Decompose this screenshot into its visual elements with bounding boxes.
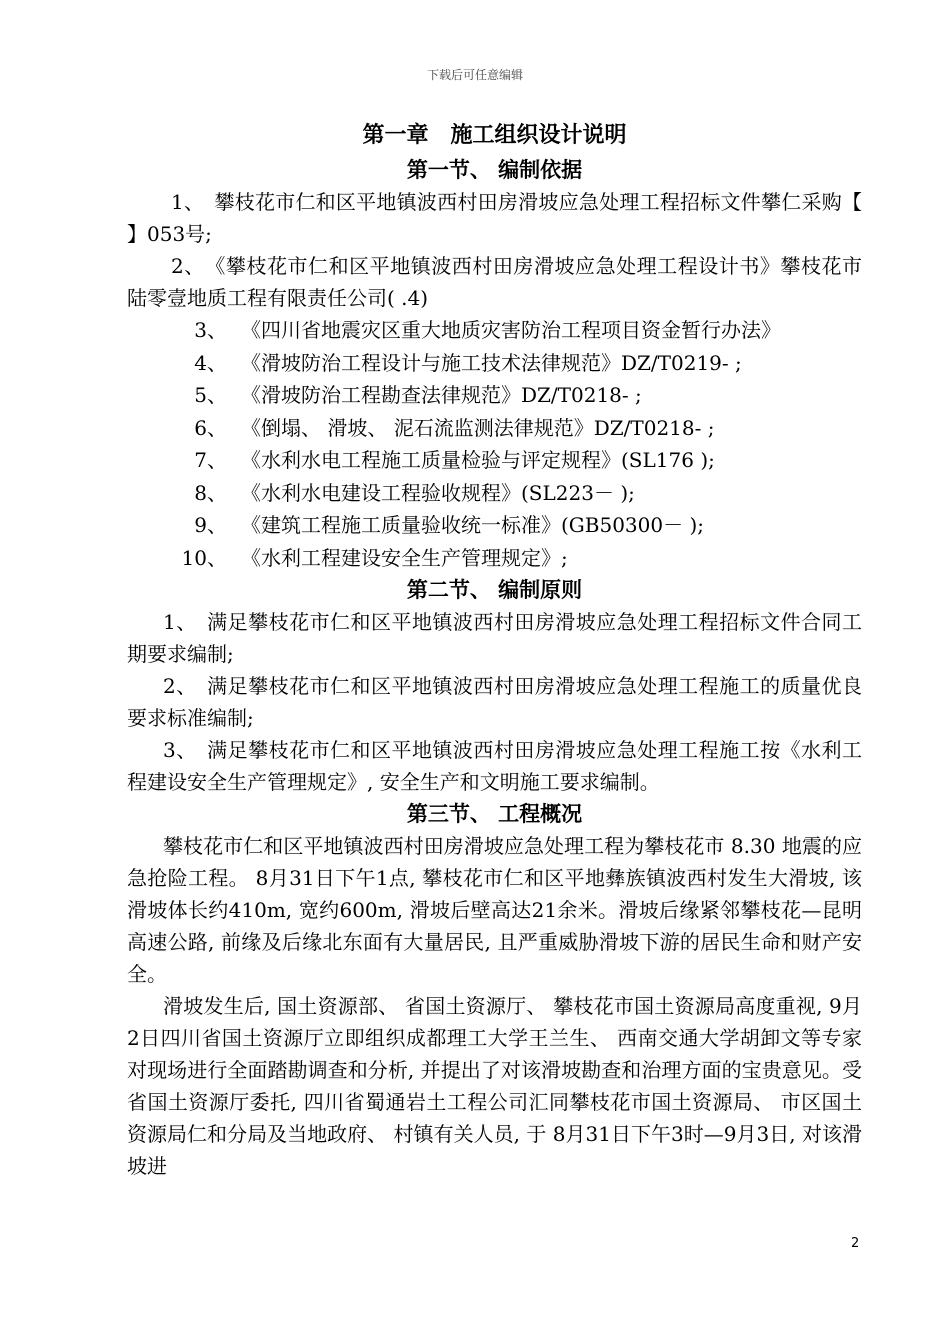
basis-item-8: 8、 《水利水电建设工程验收规程》(SL223－ ); — [194, 480, 635, 505]
basis-item-9: 9、 《建筑工程施工质量验收统一标准》(GB50300－ ); — [194, 513, 704, 537]
basis-item-4: 4、 《滑坡防治工程设计与施工技术法律规范》DZ/T0219- ; — [194, 350, 742, 375]
section-title-3: 第三节、 工程概况 — [406, 802, 583, 826]
principle-item-3: 3、 满足攀枝花市仁和区平地镇波西村田房滑坡应急处理工程施工按《水利工程建设安全生产管理规定》, 安全生产和文明施工要求编制。 — [127, 738, 863, 794]
basis-item-7: 7、 《水利水电工程施工质量检验与评定规程》(SL176 ); — [194, 448, 715, 472]
basis-item-10: 10、 《水利工程建设安全生产管理规定》; — [181, 545, 568, 570]
chapter-title: 第一章 施工组织设计说明 — [362, 123, 627, 148]
basis-item-1: 1、 攀枝花市仁和区平地镇波西村田房滑坡应急处理工程招标文件攀仁采购【 】053号; — [127, 190, 863, 246]
basis-item-5: 5、 《滑坡防治工程勘查法律规范》DZ/T0218- ; — [194, 383, 642, 407]
section-title-1: 第一节、 编制依据 — [406, 158, 583, 182]
overview-paragraph-1: 攀枝花市仁和区平地镇波西村田房滑坡应急处理工程为攀枝花市 8.30 地震的应急抢险工程。 8月31日下午1点, 攀枝花市仁和区平地彝族镇波西村发生大滑坡, 该滑坡体长约410m, 宽约600m, 滑坡后壁高达21余米。滑坡后缘紧邻攀枝花—昆明高速公路, 前缘及后缘北东面有大量居民, 且严重威胁滑坡下游的居民生命和财产安全。 — [127, 834, 862, 986]
document-body — [127, 118, 862, 1182]
overview-paragraph-2: 滑坡发生后, 国土资源部、 省国土资源厅、 攀枝花市国土资源局高度重视, 9月2日四川省国土资源厅立即组织成都理工大学王兰生、 西南交通大学胡卸文等专家对现场进行全面踏勘调查和分析, 并提出了对该滑坡勘查和治理方面的宝贵意见。受省国土资源厅委托, 四川省蜀通岩土工程公司汇同攀枝花市国土资源局、 市区国土资源局仁和分局及当地政府、 村镇有关人员, 于 8月31日下午3时—9月3日, 对该滑坡进 — [127, 994, 862, 1178]
principle-item-1: 1、 满足攀枝花市仁和区平地镇波西村田房滑坡应急处理工程招标文件合同工期要求编制; — [127, 610, 863, 666]
section-title-2: 第二节、 编制原则 — [406, 578, 583, 602]
principle-item-2: 2、 满足攀枝花市仁和区平地镇波西村田房滑坡应急处理工程施工的质量优良要求标准编制; — [127, 674, 863, 730]
basis-item-6: 6、 《倒塌、 滑坡、 泥石流监测法律规范》DZ/T0218- ; — [194, 415, 715, 440]
basis-item-2: 2、 《攀枝花市仁和区平地镇波西村田房滑坡应急处理工程设计书》攀枝花市陆零壹地质工程有限责任公司( .4) — [127, 254, 863, 310]
basis-item-3: 3、 《四川省地震灾区重大地质灾害防治工程项目资金暂行办法》 — [194, 318, 781, 342]
page-number: 2 — [851, 1236, 860, 1251]
page-header: 下载后可任意编辑 — [426, 68, 523, 82]
